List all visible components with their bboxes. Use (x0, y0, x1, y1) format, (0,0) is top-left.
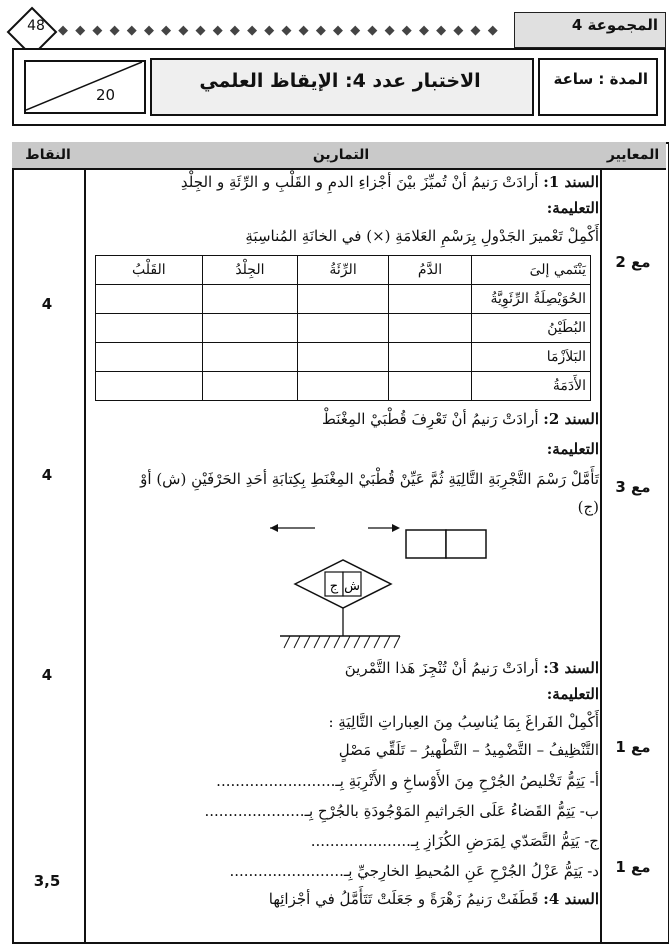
grid-cell[interactable] (202, 314, 298, 343)
grid-row-label: البَلاَزْمَا (472, 343, 591, 372)
sanad-4-text: قَطَفَتْ رَنيمُ زَهْرَةً و جَعَلَتْ تَتَأَمَّلُ في أجْزائِها (268, 890, 539, 908)
decorative-diamond-border: ◆ ◆ ◆ ◆ ◆ ◆ ◆ ◆ ◆ ◆ ◆ ◆ ◆ ◆ ◆ ◆ ◆ ◆ ◆ ◆ ◆ ◆ ◆ ◆ ◆ ◆ (58, 22, 498, 38)
grid-cell[interactable] (298, 343, 389, 372)
section-4-points: 3,5 (33, 872, 61, 890)
score-box (24, 60, 146, 114)
instruction-2-label: التعليمة: (546, 440, 599, 458)
sanad-2-label: السند 2: (543, 410, 599, 428)
grid-cell[interactable] (298, 285, 389, 314)
magnet-bar-right[interactable] (446, 530, 486, 558)
fill-item-c[interactable]: ج- يَتِمُّ التَّصَدّي لِمَرَضِ الكُزَازِ بِـ..................... (310, 832, 599, 850)
grid-header-belongs-to: يَنْتَمي إلىَ (472, 256, 591, 285)
sanad-1-label: السند 1: (543, 173, 599, 191)
sanad-1-text: أرادَتْ رَنيمُ أنْ تُميِّزَ بيْنَ أجْزاءِ الدمِ و القَلْبِ و الرِّئَةِ و الجِلْدِ (180, 173, 539, 191)
instruction-3-text: أَكْمِلْ الفَراغَ بِمَا يُناسِبُ مِنَ العِباراتِ التَّالِيَةِ : (328, 713, 599, 731)
grid-cell[interactable] (96, 372, 203, 401)
grid-cell[interactable] (202, 343, 298, 372)
grid-row-label: الحُوَيْصِلَةُ الرِّئَوِيَّةُ (472, 285, 591, 314)
grid-cell[interactable] (298, 314, 389, 343)
fill-item-b[interactable]: ب- يَتِمُّ القَضاءُ عَلَى الجَراثيمِ المَوْجُودَةِ بالجُرْحِ بِـ..................... (204, 802, 599, 820)
section-2-criterion: مع 3 (615, 478, 651, 496)
grid-cell[interactable] (96, 285, 203, 314)
right-arrow (368, 524, 400, 532)
group-label: المجموعة 4 (571, 16, 658, 34)
sanad-4 (79, 890, 599, 908)
table-row (96, 343, 591, 372)
sanad-2-text: أرادَتْ رَنيمُ أنْ تَعْرِفَ قُطْبَيْ المِغْنَطْ (322, 410, 539, 428)
grid-cell[interactable] (202, 285, 298, 314)
needle-letter-sh: ش (344, 579, 360, 594)
column-divider (84, 144, 86, 942)
left-arrow (270, 524, 315, 532)
fill-item-d[interactable]: د- يَتِمُّ عَزْلُ الجُرْحِ عَنِ المُحيطِ الخارِجيِّ بِـ........................ (229, 862, 599, 880)
sanad-3 (79, 659, 599, 677)
instruction-2-line-2: (ج) (577, 498, 599, 516)
ceiling-hatch (284, 636, 400, 648)
grid-cell[interactable] (388, 372, 471, 401)
fill-item-a[interactable]: أ- يَتِمُّ تَخْليصُ الجُرْحِ مِنَ الأَوْساخِ و الأَتْرِبَةِ بِـ......................... (216, 772, 599, 790)
score-divider-line (26, 62, 144, 112)
table-row (96, 314, 591, 343)
section-1-criterion: مع 2 (615, 253, 651, 271)
word-bank: التَّنْظِيفُ – التَّضْمِيدُ – التَّطْهيرُ – تَلَقِّي مَصْلٍ (338, 741, 599, 759)
grid-cell[interactable] (388, 343, 471, 372)
grid-cell[interactable] (388, 314, 471, 343)
points-column-header: النقاط (25, 147, 71, 163)
instruction-2-line-1: تَأَمَّلْ رَسْمَ التَّجْرِبَةِ التَّالِيَةِ ثُمَّ عَيِّنْ قُطْبَيْ المِغْنَطِ بِكِتابَةِ أحَدِ الحَرْفَيْنِ (ش) أوْ (140, 470, 599, 488)
magnet-experiment-diagram (250, 518, 530, 658)
grid-row-label: الأَدَمَةُ (472, 372, 591, 401)
grid-row-label: البُطَيْنُ (472, 314, 591, 343)
body-parts-grid (95, 255, 591, 401)
magnet-bar-left[interactable] (406, 530, 446, 558)
test-duration: المدة : ساعة (553, 70, 648, 88)
section-1-points: 4 (41, 295, 53, 313)
section-2-points: 4 (41, 466, 53, 484)
section-3-criterion: مع 1 (615, 738, 651, 756)
table-row (96, 285, 591, 314)
test-title: الاختبار عدد 4: الإيقاظ العلمي (199, 70, 481, 92)
exercises-column-header: التمارين (312, 147, 370, 163)
sanad-4-label: السند 4: (543, 890, 599, 908)
grid-header-lung: الرِّئَةُ (298, 256, 389, 285)
grid-cell[interactable] (298, 372, 389, 401)
page-number: 48 (27, 18, 45, 34)
grid-header-blood: الدَّمُ (388, 256, 471, 285)
table-row (96, 256, 591, 285)
sanad-3-label: السند 3: (543, 659, 599, 677)
section-4-criterion: مع 1 (615, 858, 651, 876)
table-row (96, 372, 591, 401)
grid-cell[interactable] (388, 285, 471, 314)
criteria-column-header: المعايير (606, 147, 660, 163)
sanad-1 (79, 173, 599, 191)
grid-header-heart: القَلْبُ (96, 256, 203, 285)
sanad-2 (79, 410, 599, 428)
grid-header-skin: الجِلْدُ (202, 256, 298, 285)
section-3-points: 4 (41, 666, 53, 684)
instruction-1-text: أَكْمِلْ تَعْميرَ الجَدْولِ بِرَسْمِ العَلامَةِ (×) في الخانَةِ المُناسِبَةِ (245, 227, 599, 245)
needle-letter-j: ج (329, 579, 339, 594)
instruction-1-label: التعليمة: (546, 199, 599, 217)
sanad-3-text: أرادَتْ رَنيمُ أنْ تُنْجِزَ هَذا التَّمْرينَ (344, 659, 539, 677)
grid-cell[interactable] (202, 372, 298, 401)
grid-cell[interactable] (96, 343, 203, 372)
instruction-3-label: التعليمة: (546, 685, 599, 703)
grid-cell[interactable] (96, 314, 203, 343)
score-total: 20 (96, 86, 116, 104)
